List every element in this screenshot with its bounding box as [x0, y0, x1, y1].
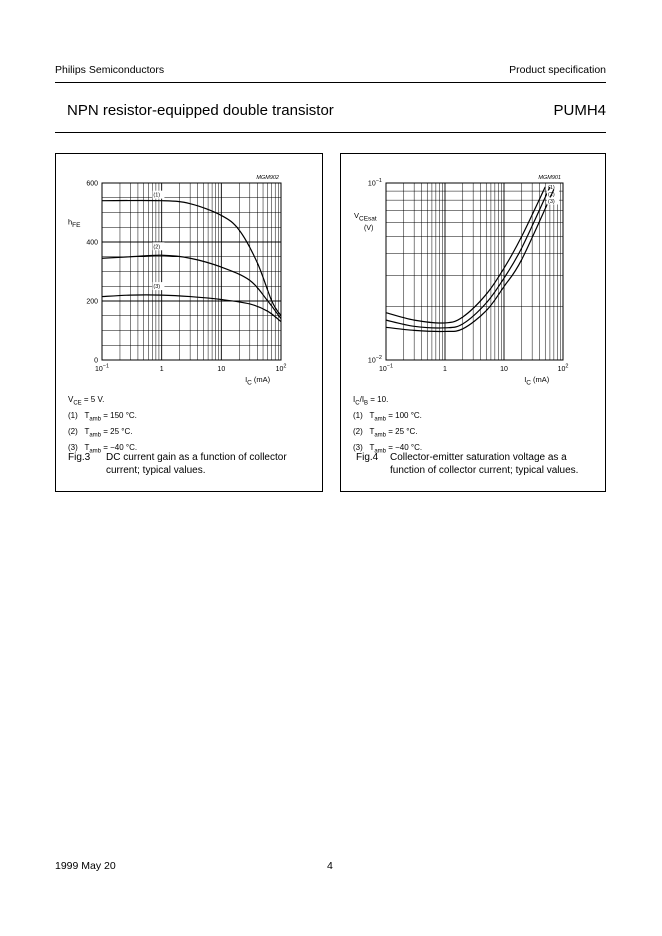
figure-4-caption-line-1: Collector-emitter saturation voltage as a — [390, 452, 567, 463]
series-label: (3) — [153, 284, 161, 291]
figure-3-chart — [56, 154, 322, 391]
title-rule — [55, 132, 606, 133]
series-line — [102, 295, 281, 322]
series-label: (3) — [548, 199, 555, 205]
figure-4-caption-line-2: function of collector current; typical values. — [390, 464, 579, 476]
figure-4-caption — [390, 452, 578, 477]
figure-4-chart — [341, 154, 605, 391]
condition-3: (3) $T_{amb} = -40$ °C. — [353, 443, 423, 455]
page-number: 4 — [327, 860, 333, 872]
x-tick-label: $10^2$ — [275, 363, 287, 373]
series-line — [386, 189, 554, 331]
ratio-condition: $I_C/I_B = 10$. — [353, 395, 389, 407]
plot-frame — [386, 183, 563, 360]
figure-3-caption — [106, 452, 287, 477]
figure-3-panel — [55, 153, 323, 492]
company-name: Philips Semiconductors — [55, 64, 165, 76]
y-tick-label: 200 — [86, 298, 98, 306]
figure-3-conditions — [68, 394, 137, 458]
series-line — [386, 187, 545, 323]
header-rule — [55, 82, 606, 83]
x-tick-label: 1 — [443, 366, 447, 373]
condition-1: (1) $T_{amb} = 100$ °C. — [353, 411, 422, 423]
condition-3: (3) $T_{amb} = -40$ °C. — [68, 443, 138, 455]
condition-1: (1) $T_{amb} = 150$ °C. — [68, 411, 137, 423]
x-axis-label: IC (mA) — [524, 375, 550, 387]
x-axis-label: IC (mA) — [245, 375, 271, 387]
y-tick-label: 400 — [86, 239, 98, 247]
series-line — [102, 255, 281, 318]
x-tick-label: 10 — [217, 366, 226, 373]
series-label: (1) — [153, 192, 161, 199]
y-tick-label: 0 — [94, 357, 98, 365]
x-tick-label: $10^{-1}$ — [378, 363, 394, 373]
figure-3-label: Fig.3 — [68, 452, 91, 463]
y-tick-label: 600 — [86, 180, 98, 188]
x-tick-label: 1 — [159, 366, 164, 373]
figure-4-panel — [340, 153, 606, 492]
figure-code: MGM901 — [538, 175, 561, 181]
figure-3-caption-line-1: DC current gain as a function of collector — [106, 452, 287, 463]
document-type: Product specification — [509, 64, 606, 76]
vce-condition: $V_{CE} = 5$ V. — [68, 395, 105, 407]
series-label: (2) — [153, 244, 161, 251]
x-tick-label: $10^2$ — [557, 363, 569, 373]
y-axis-unit: (V) — [364, 225, 374, 232]
x-tick-label: $10^{-1}$ — [94, 363, 110, 373]
document-title: NPN resistor-equipped double transistor — [67, 102, 334, 119]
condition-2: (2) $T_{amb} = 25$ °C. — [68, 427, 133, 439]
y-tick-label: $10^{-2}$ — [367, 355, 382, 365]
y-tick-label: $10^{-1}$ — [367, 178, 382, 188]
y-axis-label: VCEsat — [354, 211, 377, 223]
figure-3-caption-line-2: current; typical values. — [106, 464, 206, 476]
figure-4-label: Fig.4 — [356, 452, 379, 463]
figure-4-conditions — [353, 394, 422, 458]
figure-code: MGM902 — [256, 175, 279, 181]
x-tick-label: 10 — [500, 366, 508, 373]
y-axis-label: hFE — [68, 217, 81, 229]
footer-date: 1999 May 20 — [55, 860, 116, 872]
part-number: PUMH4 — [553, 102, 606, 119]
series-label: (1) — [548, 185, 555, 191]
series-label: (2) — [548, 192, 555, 198]
condition-2: (2) $T_{amb} = 25$ °C. — [353, 427, 418, 439]
